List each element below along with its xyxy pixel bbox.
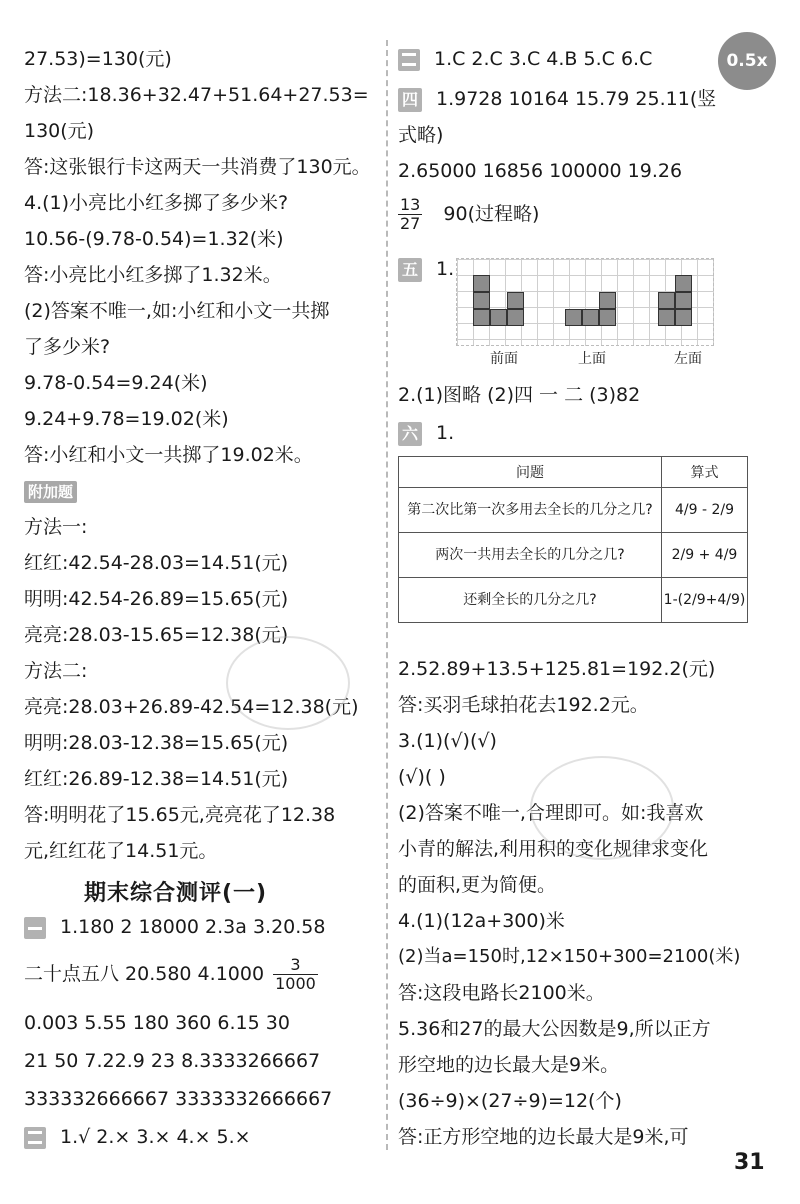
text-line: 333332666667 3333332666667 <box>24 1088 333 1110</box>
top-view-cube <box>582 309 599 326</box>
table-row <box>399 488 748 533</box>
front-view-cube <box>507 292 524 309</box>
front-view-label: 前面 <box>490 351 518 367</box>
text-line: 答:小亮比小红多掷了1.32米。 <box>24 264 282 286</box>
table-header: 问题 <box>399 457 662 488</box>
exam-title: 期末综合测评(一) <box>84 881 268 906</box>
text-line: 了多少米? <box>24 336 111 358</box>
text-line: 4.(1)小亮比小红多掷了多少米? <box>24 192 289 214</box>
text-line: 形空地的边长最大是9米。 <box>398 1054 620 1076</box>
text-line: 亮亮:28.03+26.89-42.54=12.38(元) <box>24 696 359 718</box>
front-view-cube <box>473 292 490 309</box>
text-line: 答:小红和小文一共掷了19.02米。 <box>24 444 313 466</box>
left-view-cube <box>675 292 692 309</box>
text-line: 的面积,更为简便。 <box>398 874 557 896</box>
text-line: 明明:28.03-12.38=15.65(元) <box>24 732 289 754</box>
text-line: 21 50 7.22.9 23 8.3333266667 <box>24 1050 321 1072</box>
fraction: $\frac{3}{1000}$ <box>275 955 316 993</box>
text-line: 4.(1)(12a+300)米 <box>398 910 565 932</box>
text-line: 1. <box>436 258 455 280</box>
front-view-cube <box>473 275 490 292</box>
three-view-grid <box>456 258 714 346</box>
text-line: 0.003 5.55 180 360 6.15 30 <box>24 1012 290 1034</box>
fraction: $\frac{13}{27}$ <box>400 195 421 233</box>
bonus-section-badge: 附加题 <box>24 481 77 503</box>
watermark-stamp <box>226 636 350 730</box>
text-line: 红红:42.54-28.03=14.51(元) <box>24 552 289 574</box>
text-line: 元,红红花了14.51元。 <box>24 840 218 862</box>
text-line: 二十点五八 20.580 4.1000 <box>24 963 265 985</box>
text-line: 答:明明花了15.65元,亮亮花了12.38 <box>24 804 336 826</box>
text-line: 9.24+9.78=19.02(米) <box>24 408 229 430</box>
table-cell: 还剩全长的几分之几? <box>399 578 662 623</box>
table-cell: 2/9 + 4/9 <box>662 533 748 578</box>
text-line: 小青的解法,利用积的变化规律求变化 <box>398 838 709 860</box>
page-number: 31 <box>734 1150 765 1175</box>
text-line: 130(元) <box>24 120 95 142</box>
text-line: 方法一: <box>24 516 88 538</box>
top-view-cube <box>565 309 582 326</box>
watermark-stamp <box>530 756 674 860</box>
left-view-cube <box>675 309 692 326</box>
text-line: (2)当a=150时,12×150+300=2100(米) <box>398 946 741 967</box>
left-view-cube <box>675 275 692 292</box>
text-line: (36÷9)×(27÷9)=12(个) <box>398 1090 622 1112</box>
text-line: (√)( ) <box>398 766 446 788</box>
front-view-cube <box>473 309 490 326</box>
text-line: 亮亮:28.03-15.65=12.38(元) <box>24 624 289 646</box>
text-line: 答:买羽毛球拍花去192.2元。 <box>398 694 649 716</box>
text-line: 3.(1)(√)(√) <box>398 730 497 752</box>
table-cell: 1-(2/9+4/9) <box>662 578 748 623</box>
text-line: 答:这段电路长2100米。 <box>398 982 605 1004</box>
column-divider <box>386 40 388 1150</box>
answer-table <box>398 456 748 623</box>
table-cell: 第二次比第一次多用去全长的几分之几? <box>399 488 662 533</box>
text-line: 红红:26.89-12.38=14.51(元) <box>24 768 289 790</box>
text-line: (2)答案不唯一,合理即可。如:我喜欢 <box>398 802 704 824</box>
left-view-label: 左面 <box>674 351 702 367</box>
section-two-icon <box>24 1127 46 1149</box>
section-four-badge: 四 <box>398 88 422 112</box>
text-line: 90(过程略) <box>443 203 540 225</box>
top-view-cube <box>599 309 616 326</box>
text-line: (2)答案不唯一,如:小红和小文一共掷 <box>24 300 330 322</box>
text-line: 10.56-(9.78-0.54)=1.32(米) <box>24 228 284 250</box>
section-five-badge: 五 <box>398 258 422 282</box>
front-view-cube <box>507 309 524 326</box>
top-view-cube <box>599 292 616 309</box>
text-line: 2.52.89+13.5+125.81=192.2(元) <box>398 658 716 680</box>
front-view-cube <box>490 309 507 326</box>
section-one-icon <box>24 917 46 939</box>
left-view-cube <box>658 292 675 309</box>
text-line: 式略) <box>398 124 444 146</box>
text-line: 方法二:18.36+32.47+51.64+27.53= <box>24 84 369 106</box>
text-line: 1. <box>436 422 455 444</box>
text-line: 答:正方形空地的边长最大是9米,可 <box>398 1126 689 1148</box>
section-six-badge: 六 <box>398 422 422 446</box>
text-line: 答:这张银行卡这两天一共消费了130元。 <box>24 156 371 178</box>
text-line: 方法二: <box>24 660 88 682</box>
table-header: 算式 <box>662 457 748 488</box>
table-cell: 两次一共用去全长的几分之几? <box>399 533 662 578</box>
table-row <box>399 578 748 623</box>
text-line: 1.√ 2.× 3.× 4.× 5.× <box>60 1126 251 1148</box>
text-line: 27.53)=130(元) <box>24 48 172 70</box>
left-view-cube <box>658 309 675 326</box>
text-line: 1.180 2 18000 2.3a 3.20.58 <box>60 916 326 938</box>
top-view-label: 上面 <box>578 351 606 367</box>
text-line: 1.9728 10164 15.79 25.11(竖 <box>436 88 717 110</box>
table-cell: 4/9 - 2/9 <box>662 488 748 533</box>
text-line: 5.36和27的最大公因数是9,所以正方 <box>398 1018 711 1040</box>
text-line: 1.C 2.C 3.C 4.B 5.C 6.C <box>434 48 653 70</box>
section-three-icon <box>398 49 420 71</box>
text-line: 2.(1)图略 (2)四 一 二 (3)82 <box>398 384 641 406</box>
playback-speed-button[interactable]: 0.5x <box>718 32 776 90</box>
text-line: 明明:42.54-26.89=15.65(元) <box>24 588 289 610</box>
text-line: 2.65000 16856 100000 19.26 <box>398 160 683 182</box>
table-row <box>399 533 748 578</box>
text-line: 9.78-0.54=9.24(米) <box>24 372 208 394</box>
